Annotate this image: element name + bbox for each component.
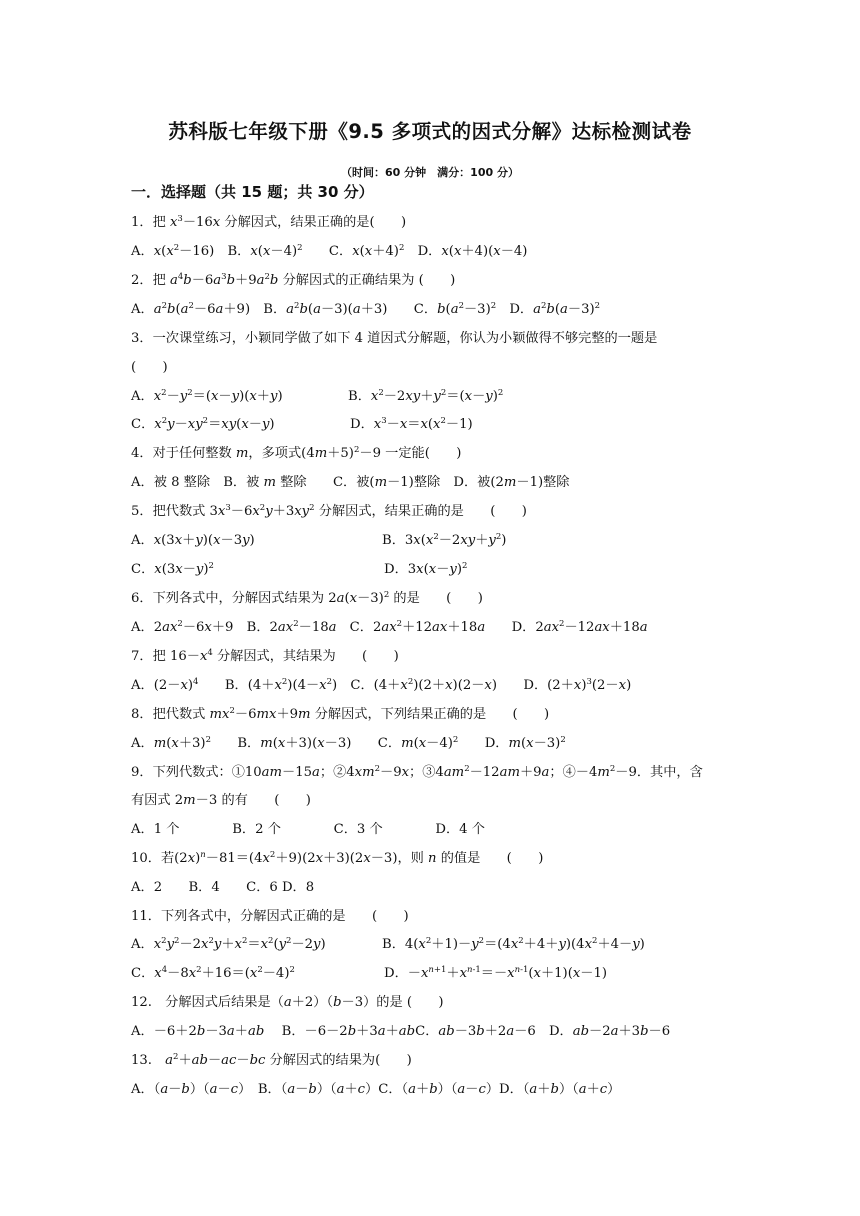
question-4-options: A．被 8 整除 B．被 m 整除 C．被(m－1)整除 D．被(2m－1)整除 <box>131 475 570 490</box>
question-11-option-c: C．$x^4-8x^2+16=(x^2-4)^2$ <box>131 965 295 981</box>
exam-title: 苏科版七年级下册《9.5 多项式的因式分解》达标检测试卷 <box>168 120 692 143</box>
question-8-options: A．$m(x+3)^2$ B．m(x＋3)(x－3) C．$m(x-4)^2$ D．$m(x-3)^2$ <box>131 735 566 751</box>
question-12-stem: 12. 分解因式后结果是（a＋2）（b－3）的是 ( ) <box>131 995 444 1010</box>
question-6-options: A．$2ax^2-6x+9$ B．$2ax^2-18a$ C．$2ax^2+12ax+18a$ D．$2ax^2-12ax+18a$ <box>131 619 648 635</box>
question-8-stem: 8．把代数式 $mx^2-6mx+9m$ 分解因式，下列结果正确的是 ( ) <box>131 706 550 722</box>
question-9-stem: 9．下列代数式：①10am－15a；$②4xm^2-9x$；$③4am^2-12am+9a$；$④-4m^2-9$．其中，含 <box>131 764 703 780</box>
question-7-options: A．$(2-x)^4$ B．$(4+x^2)(4-x^2)$ C．$(4+x^2)(2+x)(2-x)$ D．$(2+x)^3(2-x)$ <box>131 677 632 693</box>
question-1-options: A．$x(x^2-16)$ B．$x(x-4)^2$ C．$x(x+4)^2$ D．x(x＋4)(x－4) <box>131 243 528 259</box>
exam-subtitle: （时间：60 分钟 满分：100 分） <box>341 166 519 179</box>
question-3-option-c: C．$x^2y-xy^2=xy(x-y)$ <box>131 416 275 432</box>
question-1-stem: 1．把 $x^3-16x$ 分解因式，结果正确的是( ) <box>131 214 407 230</box>
question-11-option-d: D．$-x^{n+1}+x^{n-1}=-x^{n-1}(x+1)(x-1)$ <box>384 965 608 981</box>
question-4-stem: 4．对于任何整数 m，多项式$(4m+5)^2-9$ 一定能( ) <box>131 445 462 461</box>
question-2-options: A．$a^2b(a^2-6a+9)$ B．$a^2b(a-3)(a+3)$ C．$b(a^2-3)^2$ D．$a^2b(a-3)^2$ <box>131 301 601 317</box>
question-10-options: A．2 B．4 C．6 D．8 <box>131 880 315 895</box>
question-2-stem: 2．把 $a^4b-6a^3b+9a^2b$ 分解因式的正确结果为 ( ) <box>131 272 456 288</box>
question-3-option-d: D．$x^3-x=x(x^2-1)$ <box>350 416 473 432</box>
question-5-stem: 5．把代数式 $3x^3-6x^2y+3xy^2$ 分解因式，结果正确的是 ( ) <box>131 503 527 519</box>
question-6-stem: 6．下列各式中，分解因式结果为 $2a(x-3)^2$ 的是 ( ) <box>131 590 483 606</box>
question-7-stem: 7．把 $16-x^4$ 分解因式，其结果为 ( ) <box>131 648 399 664</box>
question-5-option-a: A．x(3x＋y)(x－3y) <box>131 533 255 548</box>
question-11-stem: 11．下列各式中，分解因式正确的是 ( ) <box>131 909 409 924</box>
question-5-option-b: B．$3x(x^2-2xy+y^2)$ <box>382 532 507 548</box>
question-3-options-ab: A．$x^2-y^2=(x-y)(x+y)$ <box>131 388 283 404</box>
question-12-options: A．－6＋2b－3a＋ab B．－6－2b＋3a＋abC．ab－3b＋2a－6 D．ab－2a＋3b－6 <box>131 1024 671 1039</box>
question-5-option-c: C．$x(3x-y)^2$ <box>131 561 214 577</box>
section-heading: 一．选择题（共 15 题；共 30 分） <box>131 183 374 201</box>
question-11-option-b: B．$4(x^2+1)-y^2=(4x^2+4+y)(4x^2+4-y)$ <box>382 936 645 952</box>
question-13-stem: 13. $a^2+ab-ac-bc$ 分解因式的结果为( ) <box>131 1052 412 1068</box>
question-9-stem-cont: 有因式 2m－3 的有 ( ) <box>131 793 311 808</box>
question-5-option-d: D．$3x(x-y)^2$ <box>384 561 468 577</box>
question-10-stem: 10．若$(2x)^n-81=(4x^2+9)(2x+3)(2x-3)$，则 n 的值是 ( ) <box>131 850 544 866</box>
question-13-options: A．（a－b）（a－c） B．（a－b）（a＋c）C．（a＋b）（a－c）D．（a＋b）（a＋c） <box>131 1082 621 1097</box>
question-11-option-a: A．$x^2y^2-2x^2y+x^2=x^2(y^2-2y)$ <box>131 936 326 952</box>
question-3-stem-cont: ( ) <box>131 360 168 375</box>
question-9-options: A．1 个 B．2 个 C．3 个 D．4 个 <box>131 822 485 837</box>
question-3-option-b: B．$x^2-2xy+y^2=(x-y)^2$ <box>348 388 504 404</box>
question-3-stem: 3．一次课堂练习，小颖同学做了如下 4 道因式分解题，你认为小颖做得不够完整的一题是 <box>131 331 658 346</box>
